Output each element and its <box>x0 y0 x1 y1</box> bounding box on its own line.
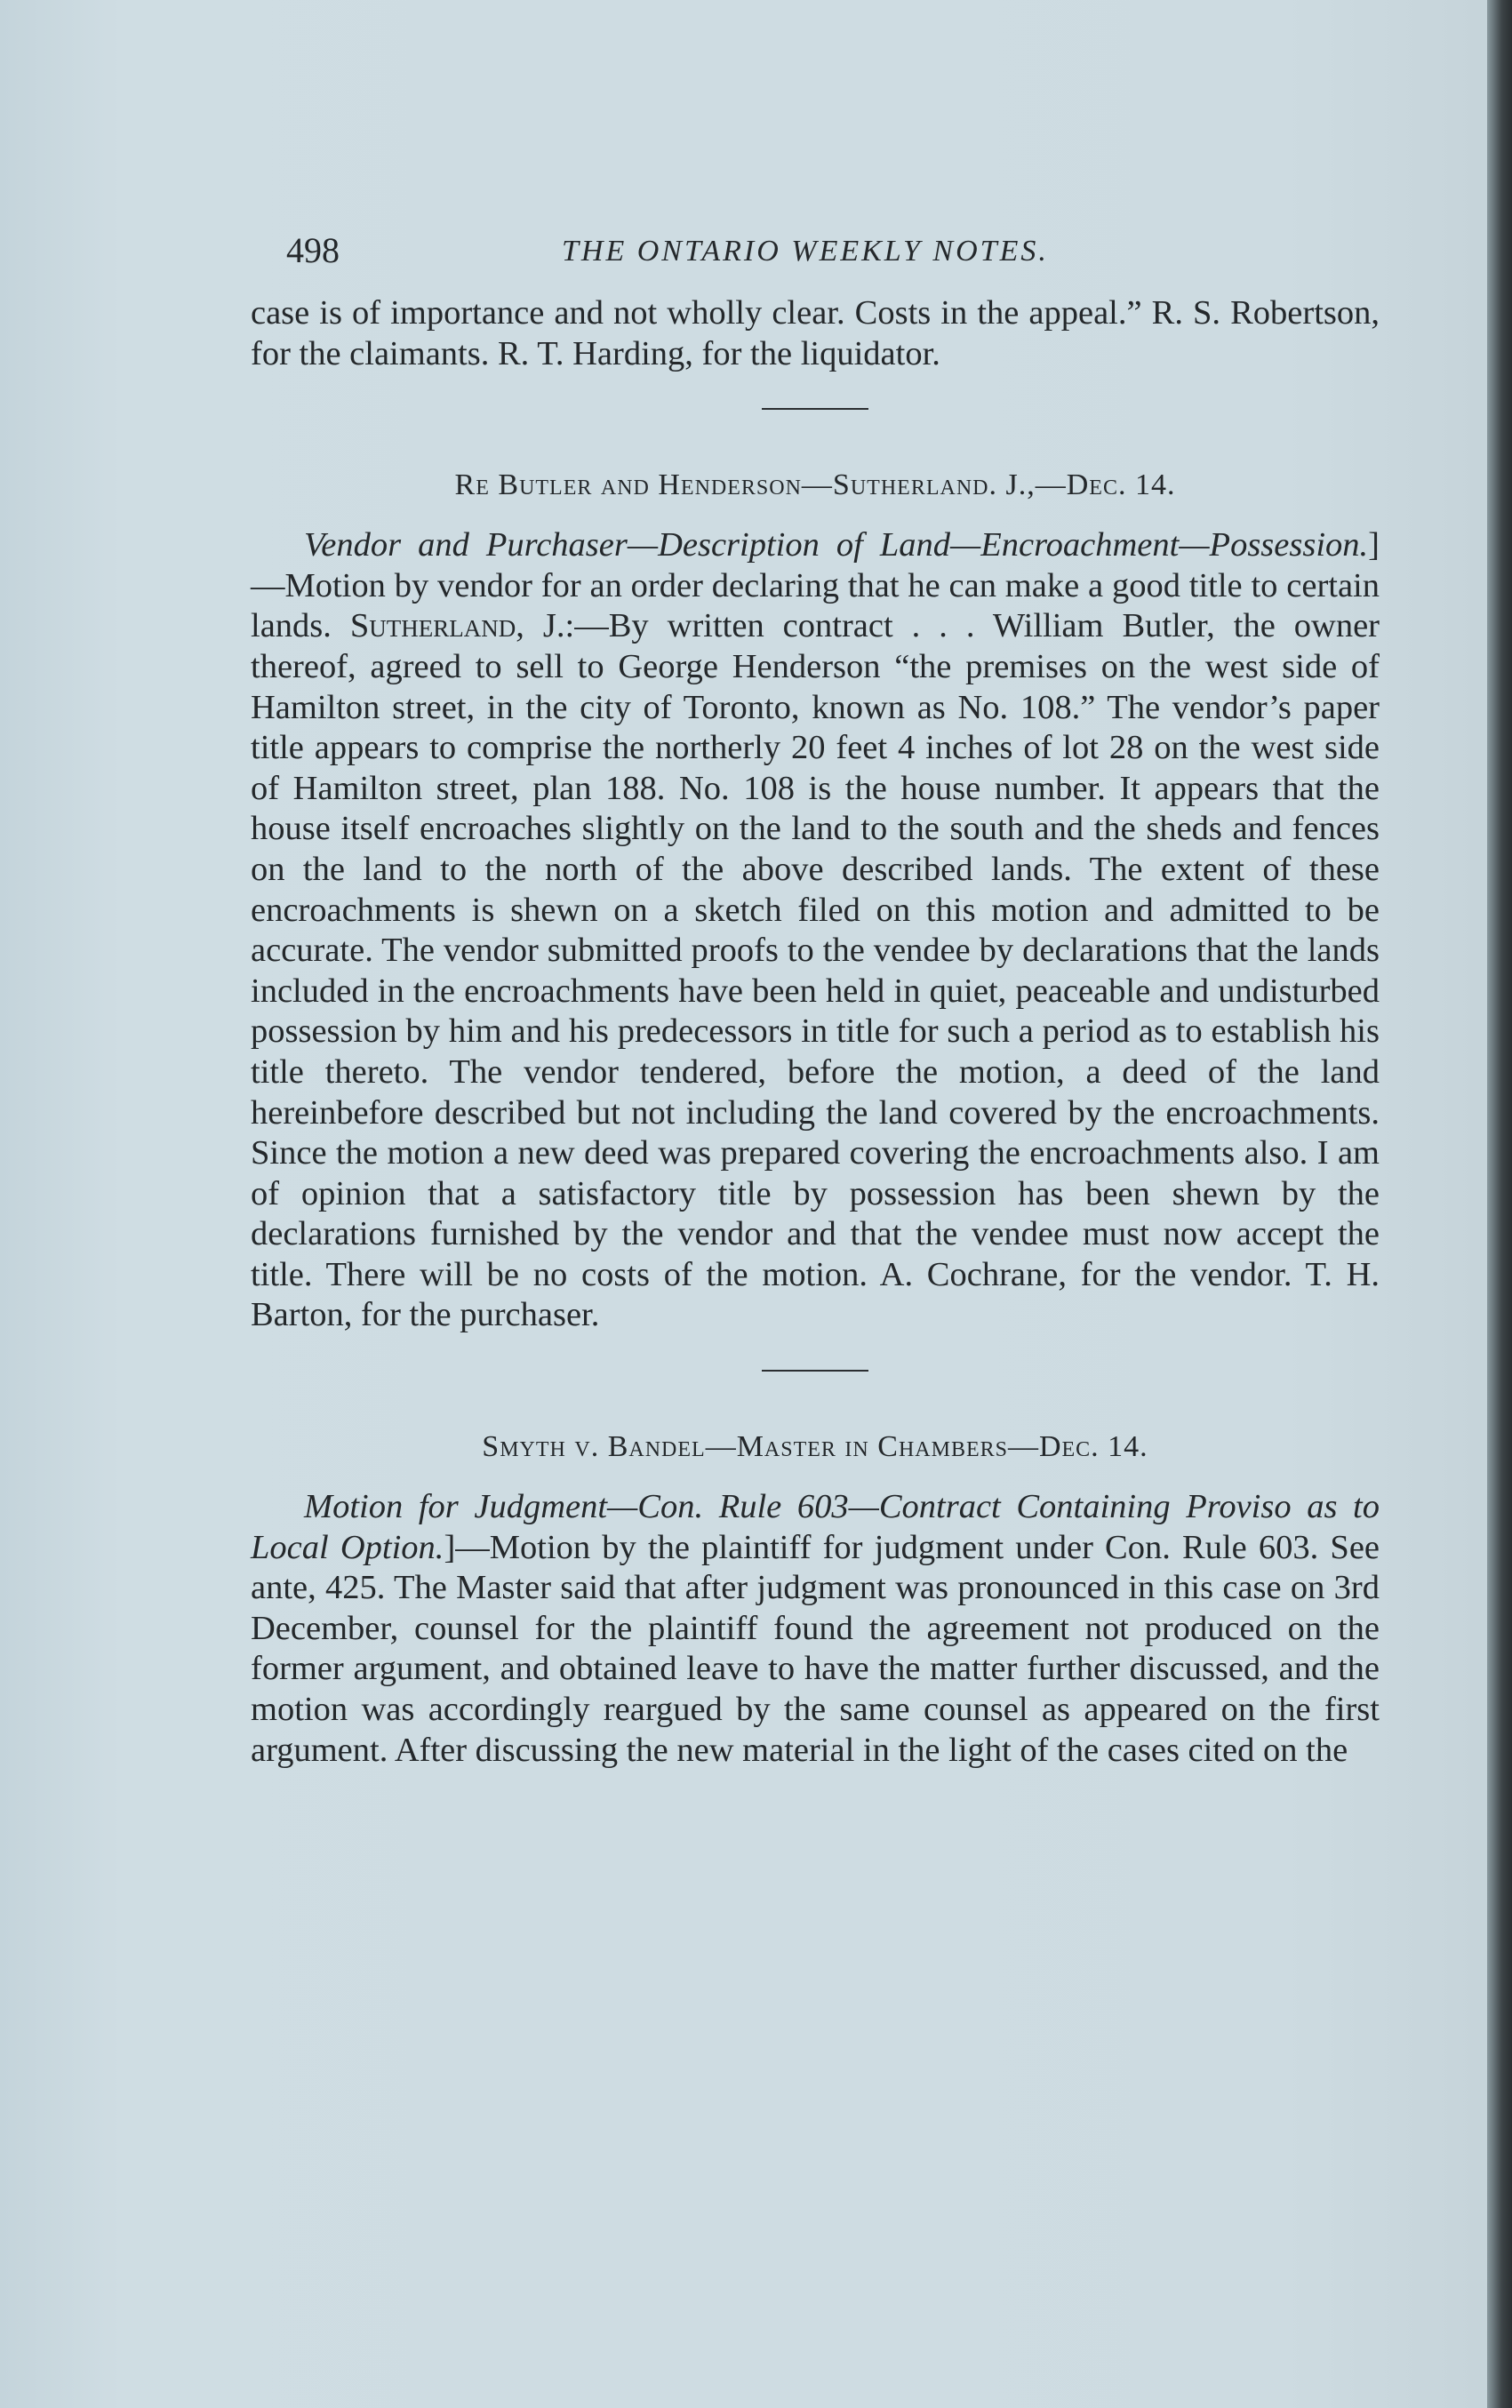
continued-paragraph: case is of importance and not wholly clear. Costs in the appeal.” R. S. Robertson, for the claimants. R. T. Harding, for the liquidator. <box>251 294 1380 372</box>
case-heading-butler: Re Butler and Henderson—Sutherland. J.,—Dec. 14. <box>454 468 1176 502</box>
page-content <box>251 222 1380 1771</box>
judge-butler: Sutherland, J. <box>349 607 565 645</box>
section-divider <box>762 1370 868 1372</box>
journal-title: THE ONTARIO WEEKLY NOTES. <box>562 235 1049 268</box>
section-divider <box>762 408 868 410</box>
case-heading-smyth: Smyth v. Bandel—Master in Chambers—Dec. 14. <box>482 1430 1148 1464</box>
case-paragraph-butler <box>251 525 1380 1336</box>
text-smyth: ]—Motion by the plaintiff for judgment under Con. Rule 603. See ante, 425. The Master said that after judgment was pronounced in this case on 3rd December, counsel for the plaintiff found the agreement not produced on the former argument, and obtained leave to have the matter further discussed, and the motion was accordingly reargued by the same counsel as appeared on the first argument. After discussing the new material in the light of the cases cited on the <box>251 1528 1380 1769</box>
headnote-butler: Vendor and Purchaser—Description of Land—Encroachment—Possession. <box>304 526 1369 564</box>
text-butler: :—By written contract . . . William Butler, the owner thereof, agreed to sell to George Henderson “the premises on the west side of Hamilton street, in the city of Toronto, known as No. 108.” The vendor’s paper title appears to comprise the northerly 20 feet 4 inches of lot 28 on the west side of Hamilton street, plan 188. No. 108 is the house number. It appears that the house itself encroaches slightly on the land to the south and the sheds and fences on the land to the north of the above described lands. The extent of these encroachments is shewn on a sketch filed on this motion and admitted to be accurate. The vendor submitted proofs to the vendee by declarations that the lands included in the encroachments have been held in quiet, peaceable and undisturbed possession by him and his predecessors in title for such a period as to establish his title thereto. The vendor tendered, before the motion, a deed of the land hereinbefore described but not including the land covered by the encroachments. Since the motion a new deed was prepared covering the encroachments also. I am of opinion that a satisfactory title by possession has been shewn by the declarations furnished by the vendor and that the vendee must now accept the title. There will be no costs of the motion. A. Cochrane, for the vendor. T. H. Barton, for the purchaser. <box>251 607 1380 1334</box>
running-head <box>251 222 1380 293</box>
lead-butler: ]—Motion by vendor for an order declaring that he can make a good title to certain lands. <box>251 526 1380 645</box>
continued-section <box>251 293 1380 374</box>
case-body-butler <box>251 525 1380 1336</box>
case-body-smyth <box>251 1487 1380 1771</box>
page-number: 498 <box>286 230 340 270</box>
book-gutter <box>1487 0 1512 2408</box>
case-paragraph-smyth <box>251 1487 1380 1771</box>
headnote-smyth: Motion for Judgment—Con. Rule 603—Contract Containing Proviso as to Local Option. <box>251 1488 1380 1566</box>
